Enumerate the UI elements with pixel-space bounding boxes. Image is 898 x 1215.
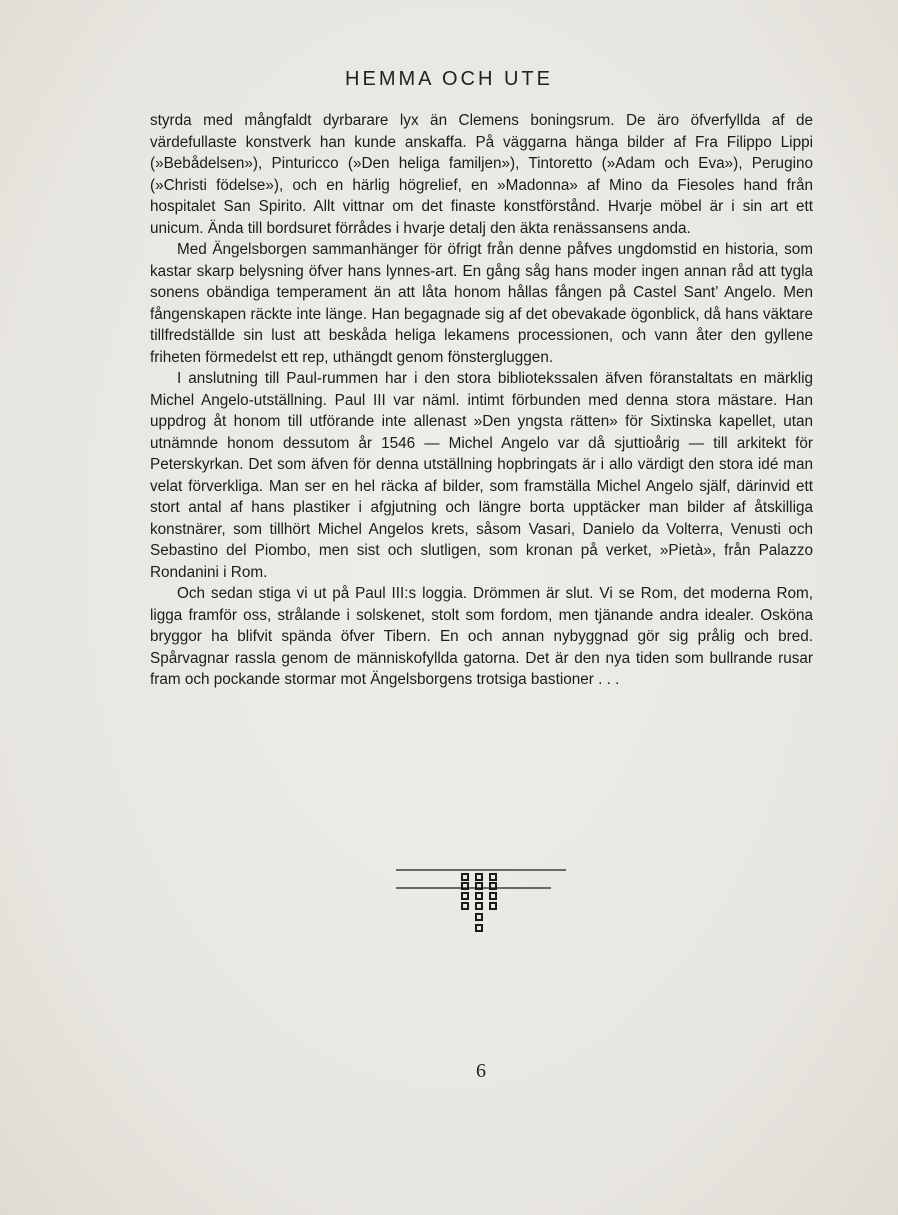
body-text xyxy=(150,110,813,691)
paragraph-2: Med Ängelsborgen sammanhänger för öfrigt från denne påfves ungdomstid en historia, som kastar skarp belysning öfver hans lynnes-art. En gång såg hans moder ingen annan råd att tygla sonens obändiga temperament än att låta honom hållas fången på Castel Sant’ Angelo. Men fångenskapen räckte inte länge. Han begagnade sig af det obevakade ögonblick, då hans väktare tillfredställde sin lust att beskåda heliga lekamens processionen, och vann åter den gyllene friheten förmedelst ett rep, uthängdt genom fönstergluggen. xyxy=(150,241,813,366)
running-title: HEMMA OCH UTE xyxy=(345,68,553,90)
paragraph-3: I anslutning till Paul-rummen har i den stora bibliotekssalen äfven föranstaltats en märklig Michel Angelo-utställning. Paul III var näml. intimt förbunden med denna stora mästare. Han uppdrog åt honom till utförande inte allenast »Den yngsta rätten» för Sixtinska kapellet, utan utnämnde honom dessutom år 1546 — Michel Angelo var då sjuttioårig — till arkitekt för Peterskyrkan. Det som äfven för denna utställning hopbringats är i allo värdigt den stora idé man velat förverkliga. Man ser en hel räcka af bilder, som framställa Michel Angelo själf, därinvid ett stort antal af hans plastiker i afgjutning och längre borta upptäcker man bilder af åtskilliga konstnärer, som tillhört Michel Angelos krets, såsom Vasari, Danielo da Volterra, Venusti och Sebastino del Piombo, men sist och slutligen, som kronan på verket, »Pietà», från Palazzo Rondanini i Rom. xyxy=(150,370,813,581)
paragraph-4: Och sedan stiga vi ut på Paul III:s loggia. Drömmen är slut. Vi se Rom, det moderna Rom, ligga framför oss, strålande i solskenet, stolt som fordom, men tjänande andra idealer. Osköna bryggor ha blifvit spända öfver Tibern. En och annan nybyggnad gör sig prålig och bred. Spårvagnar rassla genom de människofyllda gatorna. Det är den nya tiden som bullrande rusar fram och pockande stormar mot Ängelsborgens trotsiga bastioner . . . xyxy=(150,585,813,688)
squares-tail-ornament-icon xyxy=(396,866,566,938)
page-number: 6 xyxy=(476,1060,486,1082)
paragraph-1: styrda med mångfaldt dyrbarare lyx än Clemens boningsrum. De äro öfverfyllda af de värdefullaste konstverk han kunde anskaffa. På väggarna hänga bilder af Fra Filippo Lippi (»Bebådelsen»), Pinturicco (»Den heliga familjen»), Tintoretto (»Adam och Eva»), Perugino (»Christi födelse»), och en härlig högrelief, en »Madonna» af Mino da Fiesoles hand från hospitalet San Spirito. Allt vittnar om det finaste konstförstånd. Hvarje möbel är i sin art ett unicum. Ända till bordsuret förrådes i hvarje detalj den äkta renässansens anda. xyxy=(150,112,813,237)
